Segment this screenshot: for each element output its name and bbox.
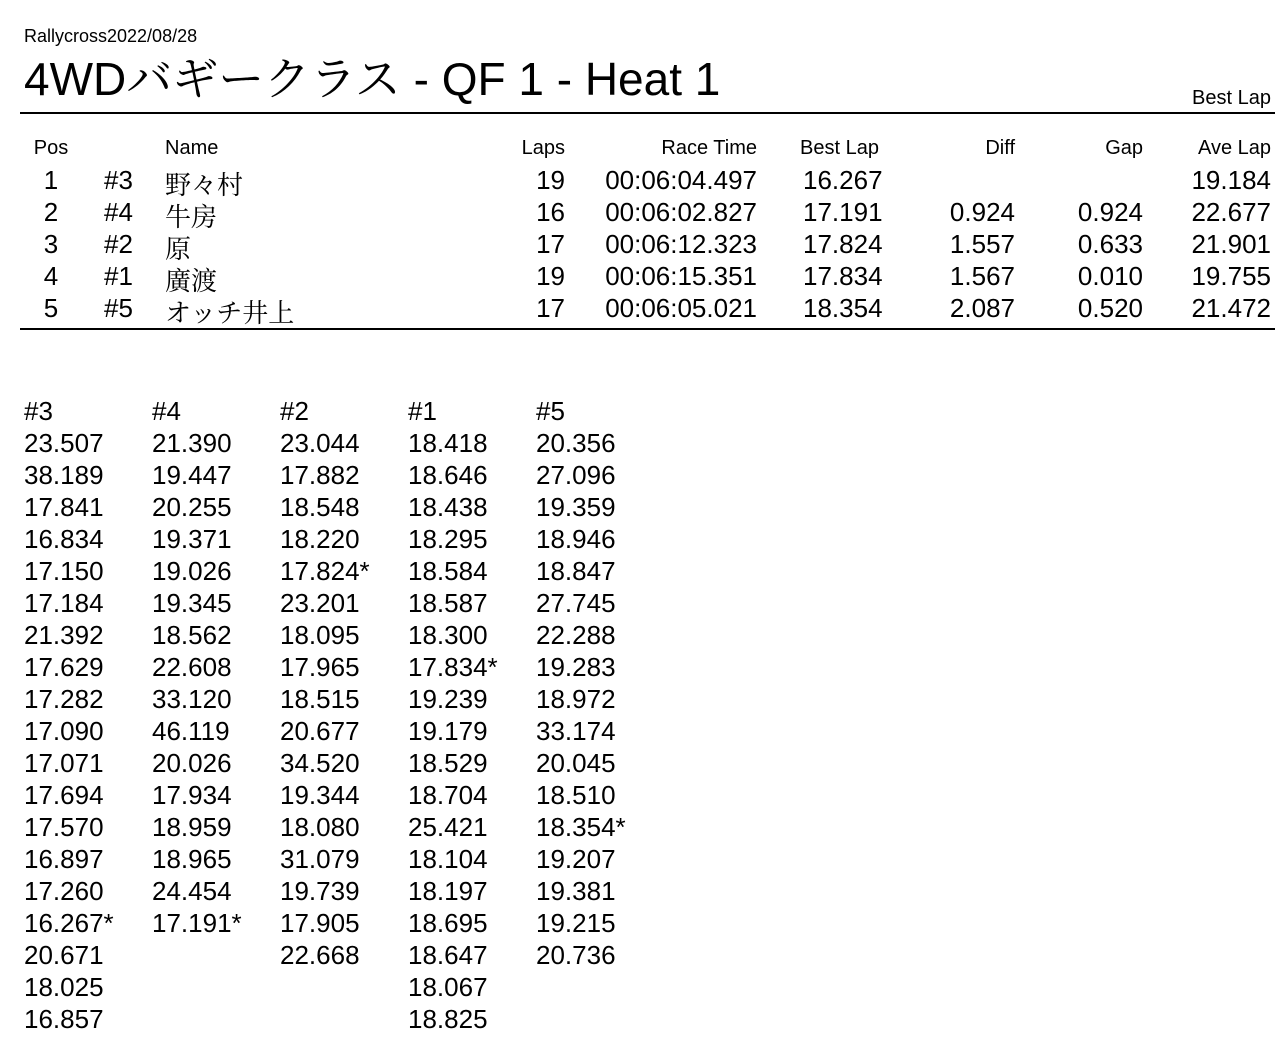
header-laps: Laps — [521, 137, 565, 159]
row-ave-lap: 19.184 — [1191, 165, 1271, 195]
header-pos: Pos — [33, 137, 69, 159]
lap-time: 20.356 — [536, 428, 616, 458]
row-gap: 0.010 — [1077, 261, 1143, 291]
lap-time: 18.548 — [280, 492, 360, 522]
row-race-time: 00:06:12.323 — [605, 229, 757, 259]
lap-time: 19.215 — [536, 908, 616, 938]
lap-time: 17.905 — [280, 908, 360, 938]
row-laps: 19 — [536, 261, 565, 291]
top-divider — [20, 112, 1275, 114]
lap-time: 18.695 — [408, 908, 488, 938]
lap-time: 31.079 — [280, 844, 360, 874]
lap-time: 19.239 — [408, 684, 488, 714]
row-pos: 1 — [43, 165, 59, 195]
row-pos: 3 — [43, 229, 59, 259]
lap-time: 46.119 — [152, 716, 230, 746]
lap-time: 18.438 — [408, 492, 488, 522]
lap-column-number: #1 — [408, 396, 437, 426]
lap-time: 18.300 — [408, 620, 488, 650]
lap-time: 21.392 — [24, 620, 104, 650]
header-ave-lap: Ave Lap — [1197, 137, 1271, 159]
row-race-time: 00:06:04.497 — [605, 165, 757, 195]
header-diff: Diff — [985, 137, 1015, 159]
row-number: #5 — [104, 293, 133, 323]
row-name: 野々村 — [165, 170, 244, 200]
lap-time: 18.946 — [536, 524, 616, 554]
lap-time: 17.965 — [280, 652, 360, 682]
lap-time: 18.080 — [280, 812, 360, 842]
row-name: 牛房 — [165, 202, 218, 232]
lap-time: 17.824* — [280, 556, 370, 586]
lap-time: 18.584 — [408, 556, 488, 586]
lap-time: 17.882 — [280, 460, 360, 490]
lap-time: 22.288 — [536, 620, 616, 650]
lap-time: 17.282 — [24, 684, 104, 714]
lap-time: 19.207 — [536, 844, 616, 874]
lap-time: 17.934 — [152, 780, 232, 810]
lap-time: 17.694 — [24, 780, 104, 810]
row-number: #3 — [104, 165, 133, 195]
lap-time: 25.421 — [408, 812, 488, 842]
lap-time: 19.345 — [152, 588, 232, 618]
lap-time: 16.897 — [24, 844, 104, 874]
row-best-lap: 17.191 — [803, 197, 883, 227]
row-race-time: 00:06:15.351 — [605, 261, 757, 291]
lap-time: 33.174 — [536, 716, 616, 746]
table-row — [0, 293, 1287, 328]
row-race-time: 00:06:02.827 — [605, 197, 757, 227]
row-best-lap: 18.354 — [803, 293, 883, 323]
lap-time: 19.371 — [152, 524, 232, 554]
lap-time: 17.184 — [24, 588, 104, 618]
lap-time: 20.026 — [152, 748, 232, 778]
lap-time: 19.179 — [408, 716, 488, 746]
lap-column — [24, 395, 152, 1035]
lap-time: 20.677 — [280, 716, 360, 746]
lap-time: 19.447 — [152, 460, 232, 490]
lap-time: 22.608 — [152, 652, 232, 682]
row-gap: 0.633 — [1077, 229, 1143, 259]
row-ave-lap: 21.901 — [1191, 229, 1271, 259]
header-gap: Gap — [1105, 137, 1143, 159]
lap-time: 27.096 — [536, 460, 616, 490]
row-best-lap: 17.824 — [803, 229, 883, 259]
lap-time: 20.736 — [536, 940, 616, 970]
lap-time: 19.026 — [152, 556, 232, 586]
lap-column-number: #3 — [24, 396, 53, 426]
lap-column-number: #4 — [152, 396, 181, 426]
lap-time: 17.260 — [24, 876, 104, 906]
lap-time: 38.189 — [24, 460, 104, 490]
lap-time: 20.255 — [152, 492, 232, 522]
lap-time: 18.095 — [280, 620, 360, 650]
lap-time: 20.045 — [536, 748, 616, 778]
lap-time: 18.104 — [408, 844, 488, 874]
table-row — [0, 165, 1287, 200]
lap-time: 21.390 — [152, 428, 232, 458]
lap-time: 18.418 — [408, 428, 488, 458]
results-header-row — [0, 137, 1287, 165]
row-gap: 0.520 — [1077, 293, 1143, 323]
lap-time: 18.972 — [536, 684, 616, 714]
lap-time: 17.834* — [408, 652, 498, 682]
row-laps: 17 — [536, 229, 565, 259]
lap-time: 18.529 — [408, 748, 488, 778]
lap-time: 19.283 — [536, 652, 616, 682]
lap-time: 18.587 — [408, 588, 488, 618]
row-laps: 19 — [536, 165, 565, 195]
lap-time: 18.220 — [280, 524, 360, 554]
row-race-time: 00:06:05.021 — [605, 293, 757, 323]
row-number: #4 — [104, 197, 133, 227]
row-pos: 5 — [43, 293, 59, 323]
lap-time: 18.704 — [408, 780, 488, 810]
lap-time: 20.671 — [24, 940, 104, 970]
lap-time: 18.295 — [408, 524, 488, 554]
lap-time: 17.629 — [24, 652, 104, 682]
event-name: Rallycross2022/08/28 — [24, 26, 198, 46]
row-best-lap: 17.834 — [803, 261, 883, 291]
lap-time: 19.344 — [280, 780, 360, 810]
lap-column — [536, 395, 664, 971]
row-diff: 1.567 — [949, 261, 1015, 291]
lap-time: 18.510 — [536, 780, 616, 810]
lap-time: 17.150 — [24, 556, 104, 586]
lap-time: 16.267* — [24, 908, 114, 938]
lap-time: 19.739 — [280, 876, 360, 906]
row-ave-lap: 22.677 — [1191, 197, 1271, 227]
lap-time: 18.959 — [152, 812, 232, 842]
row-gap: 0.924 — [1077, 197, 1143, 227]
lap-time: 16.857 — [24, 1004, 104, 1034]
row-diff: 0.924 — [949, 197, 1015, 227]
lap-time: 18.025 — [24, 972, 104, 1002]
page-title: 4WDバギークラス - QF 1 - Heat 1 — [24, 53, 721, 105]
lap-time: 18.515 — [280, 684, 360, 714]
row-pos: 2 — [43, 197, 59, 227]
lap-column — [152, 395, 280, 939]
bottom-divider — [20, 328, 1275, 330]
lap-column-number: #5 — [536, 396, 565, 426]
lap-time: 23.201 — [280, 588, 360, 618]
lap-time: 18.847 — [536, 556, 616, 586]
table-row — [0, 229, 1287, 264]
lap-column — [408, 395, 536, 1035]
lap-time: 18.197 — [408, 876, 488, 906]
lap-time: 33.120 — [152, 684, 232, 714]
lap-column-number: #2 — [280, 396, 309, 426]
lap-time: 19.359 — [536, 492, 616, 522]
row-pos: 4 — [43, 261, 59, 291]
lap-time: 18.562 — [152, 620, 232, 650]
lap-time: 23.044 — [280, 428, 360, 458]
lap-time: 18.825 — [408, 1004, 488, 1034]
lap-time: 18.354* — [536, 812, 626, 842]
row-name: 廣渡 — [165, 266, 218, 296]
lap-time: 17.090 — [24, 716, 104, 746]
lap-time: 18.646 — [408, 460, 488, 490]
row-ave-lap: 19.755 — [1191, 261, 1271, 291]
lap-time: 18.965 — [152, 844, 232, 874]
results-table — [0, 137, 1287, 328]
table-row — [0, 261, 1287, 296]
lap-time: 17.570 — [24, 812, 104, 842]
header-name: Name — [165, 137, 219, 159]
row-best-lap: 16.267 — [803, 165, 883, 195]
lap-time: 24.454 — [152, 876, 232, 906]
lap-time: 16.834 — [24, 524, 104, 554]
table-row — [0, 197, 1287, 232]
row-laps: 16 — [536, 197, 565, 227]
row-name: 原 — [165, 234, 192, 264]
row-diff: 1.557 — [949, 229, 1015, 259]
lap-time: 27.745 — [536, 588, 616, 618]
lap-time: 19.381 — [536, 876, 616, 906]
row-diff: 2.087 — [949, 293, 1015, 323]
sort-label: Best Lap — [1192, 87, 1271, 109]
lap-time: 23.507 — [24, 428, 104, 458]
lap-time: 17.841 — [24, 492, 104, 522]
lap-column — [280, 395, 408, 971]
lap-time: 17.191* — [152, 908, 242, 938]
lap-time: 22.668 — [280, 940, 360, 970]
row-name: オッチ井上 — [165, 298, 295, 328]
lap-time: 34.520 — [280, 748, 360, 778]
lap-time: 18.067 — [408, 972, 488, 1002]
lap-time: 18.647 — [408, 940, 488, 970]
row-number: #1 — [104, 261, 133, 291]
row-laps: 17 — [536, 293, 565, 323]
row-number: #2 — [104, 229, 133, 259]
lap-time: 17.071 — [24, 748, 104, 778]
row-ave-lap: 21.472 — [1191, 293, 1271, 323]
header-race-time: Race Time — [661, 137, 757, 159]
header-best-lap: Best Lap — [800, 137, 879, 159]
